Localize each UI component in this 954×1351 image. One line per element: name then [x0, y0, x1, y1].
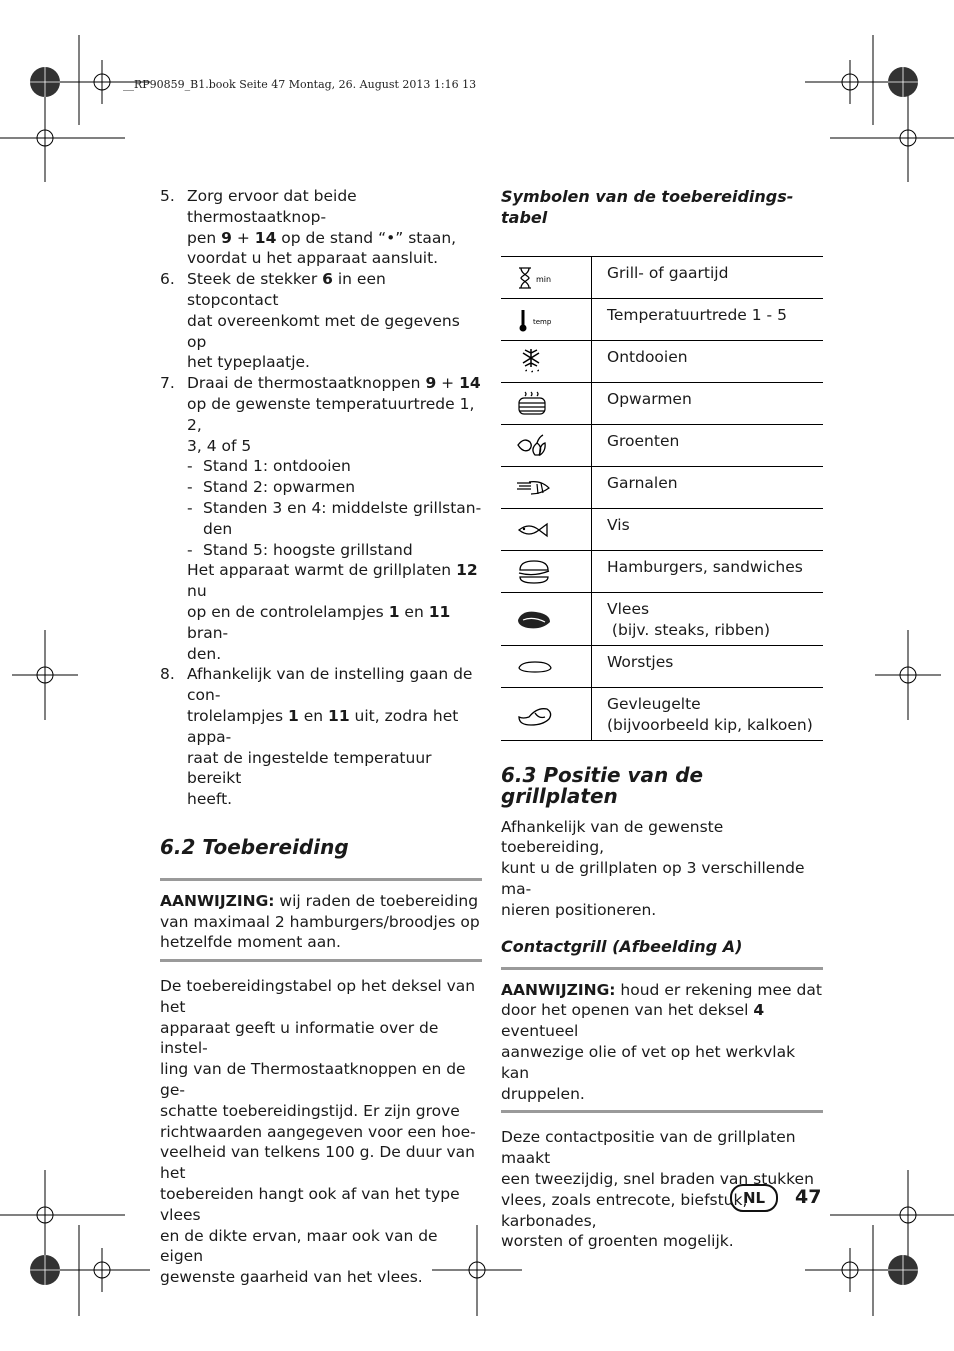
section-title-6-3: 6.3 Positie van de grillplaten [501, 763, 704, 808]
note-box-right: AANWIJZING: houd er rekening mee dat door het openen van het deksel 4 eventueel aanwezige olie of vet op het werkvlak kan druppelen. [501, 967, 823, 1114]
table-row-label: Groenten [607, 432, 680, 450]
shrimp-icon [515, 473, 555, 503]
table-row-label: Worstjes [607, 653, 674, 671]
vegetables-icon [515, 431, 555, 461]
table-row [501, 646, 823, 688]
table-row-label: Garnalen [607, 474, 678, 492]
step-7-sub-1: - Stand 1: ontdooien [187, 457, 351, 476]
thermometer-temp-icon [515, 306, 565, 334]
step-6: 6. Steek de stekker 6 in een stopcontact dat overeenkomt met de gegevens op het typeplaatje. [160, 270, 460, 372]
table-row [501, 467, 823, 509]
table-row-label: Gevleugelte (bijvoorbeeld kip, kalkoen) [607, 695, 813, 734]
table-row [501, 383, 823, 425]
step-7-continuation: Het apparaat warmt de grillplaten 12 nu op en de controlelampjes 1 en 11 bran- den. [187, 561, 478, 663]
table-row [501, 341, 823, 383]
paragraph-contactpositie: Deze contactpositie van de grillplaten maakt een tweezijdig, snel braden van stukken vlees, zoals entrecote, biefstuk, karbonades, worsten of groenten mogelijk. [501, 1128, 814, 1251]
table-row [501, 551, 823, 593]
note-label: AANWIJZING: [160, 891, 275, 910]
table-row [501, 425, 823, 467]
table-row-label: Hamburgers, sandwiches [607, 558, 803, 576]
step-7-sub-3: - Standen 3 en 4: middelste grillstan- den [187, 498, 482, 538]
step-5: 5. Zorg ervoor dat beide thermostaatknop- pen 9 + 14 op de stand “•” staan, voordat u het apparaat aansluit. [160, 187, 457, 268]
step-7: 7. Draai de thermostaatknoppen 9 + 14 op de gewenste temperatuurtrede 1, 2, 3, 4 of 5 [160, 374, 481, 455]
snowflake-thaw-icon [515, 347, 555, 377]
page-number: 47 [795, 1186, 822, 1208]
paragraph-toebereidingstabel: De toebereidingstabel op het deksel van het apparaat geeft u informatie over de instel- ling van de Thermostaatknoppen en de ge- schatte toebereidingstijd. Er zijn grove richtwaarden aangegeven voor een hoe- veelheid van telkens 100 g. De duur van het toebereiden hangt ook af van het type vlees en de dikte ervan, maar ook van de eigen gewenste gaarheid van het vlees. [160, 977, 476, 1287]
note-label: AANWIJZING: [501, 980, 616, 999]
table-row-label: Temperatuurtrede 1 - 5 [607, 306, 787, 324]
table-row [501, 299, 823, 341]
table-row [501, 593, 823, 646]
step-8: 8. Afhankelijk van de instelling gaan de con- trolelampjes 1 en 11 uit, zodra het appa- raat de ingestelde temperatuur bereikt heeft. [160, 665, 473, 809]
warming-plate-icon [515, 389, 555, 419]
table-row-label: Vlees (bijv. steaks, ribben) [607, 600, 771, 639]
table-row [501, 257, 823, 299]
step-7-sub-2: - Stand 2: opwarmen [187, 478, 356, 497]
svg-text:min: min [536, 274, 552, 284]
table-row-label: Ontdooien [607, 348, 688, 366]
hourglass-min-icon [515, 264, 565, 292]
section-title-6-2: 6.2 Toebereiding [160, 834, 349, 859]
subsection-title-contactgrill: Contactgrill (Afbeelding A) [501, 936, 743, 956]
left-column [160, 186, 482, 1288]
sausage-icon [515, 652, 555, 682]
symbols-table [501, 256, 823, 741]
table-row-label: Opwarmen [607, 390, 692, 408]
svg-text:temp: temp [533, 317, 552, 326]
fish-icon [515, 515, 555, 545]
table-row-label: Grill- of gaartijd [607, 264, 729, 282]
table-row [501, 509, 823, 551]
poultry-icon [515, 699, 555, 729]
table-row-label: Vis [607, 516, 630, 534]
note-box-left: AANWIJZING: wij raden de toebereiding van maximaal 2 hamburgers/broodjes op hetzelfde moment aan. [160, 878, 482, 962]
language-badge: NL [730, 1184, 778, 1212]
steak-icon [515, 604, 555, 634]
hamburger-icon [515, 557, 555, 587]
paragraph-intro: Afhankelijk van de gewenste toebereiding, kunt u de grillplaten op 3 verschillende ma- nieren positioneren. [501, 817, 805, 919]
print-file-header: __RP90859_B1.book Seite 47 Montag, 26. August 2013 1:16 13 [123, 78, 477, 91]
step-7-sub-4: - Stand 5: hoogste grillstand [187, 540, 413, 559]
table-row [501, 688, 823, 741]
table-title: Symbolen van de toebereidings- tabel [501, 187, 794, 227]
right-column [501, 186, 823, 1252]
